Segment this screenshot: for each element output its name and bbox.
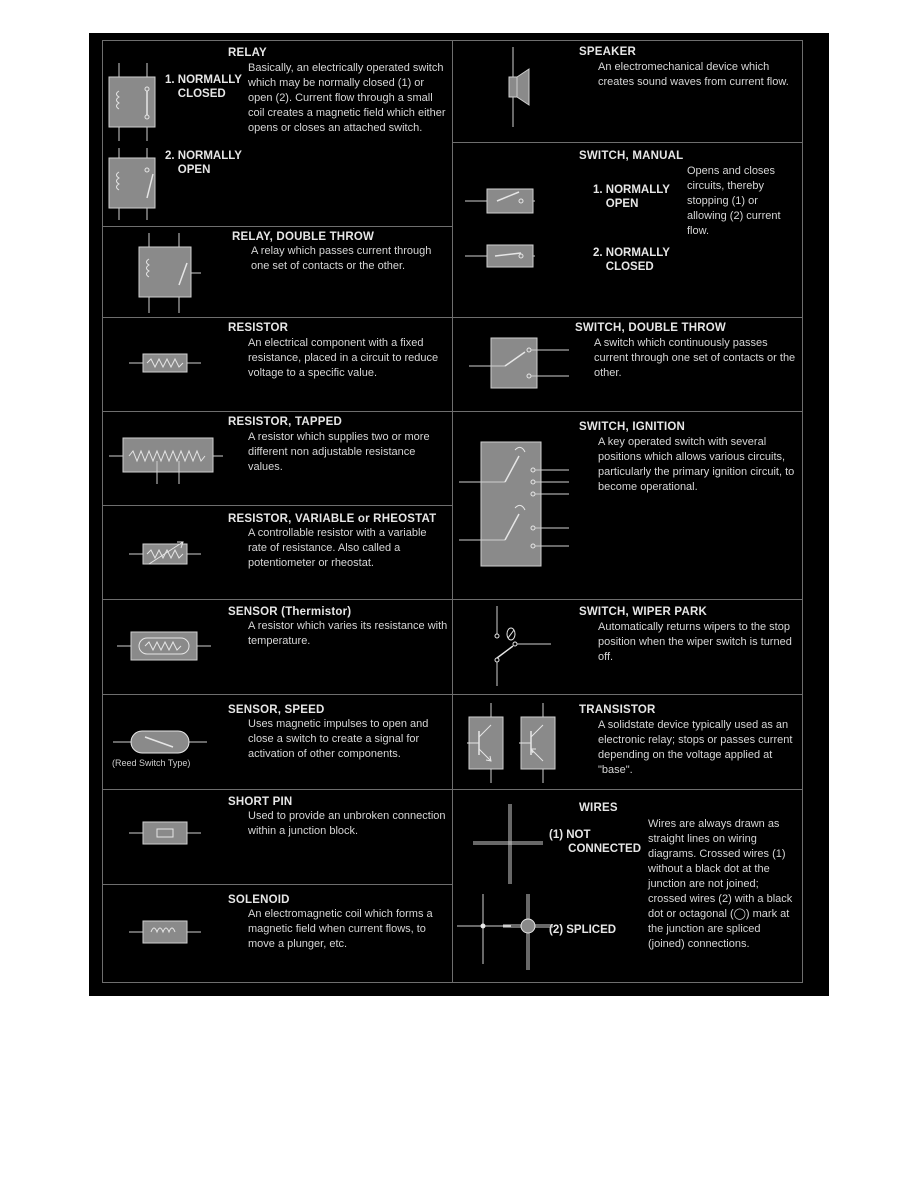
cell-transistor (452, 694, 803, 790)
wires-description: Wires are always drawn as straight lines on wiring diagrams. Crossed wires (1) without a black dot at the junction are not joined; crossed wires (2) with a black dot or octagonal (◯) mark at the junction are spliced (joined) connections. (648, 818, 793, 950)
switch-wiper-park-description: Automatically returns wipers to the stop position when the wiper switch is turned off. (598, 621, 792, 663)
sensor-speed-description: Uses magnetic impulses to open and close a switch to create a signal for activation of other components. (248, 718, 429, 760)
cell-relay-double-throw (102, 226, 453, 318)
sensor-thermistor-description: A resistor which varies its resistance with temperature. (248, 620, 448, 647)
cell-switch-ignition (452, 411, 803, 600)
sensor-speed-caption: (Reed Switch Type) (112, 758, 191, 768)
transistor-title: TRANSISTOR (579, 704, 656, 716)
wires-not-connected-symbol (473, 804, 543, 884)
switch-double-throw-description: A switch which continuously passes current through one set of contacts or the other. (594, 337, 796, 379)
cell-relay (102, 40, 453, 227)
switch-manual-normally-open-symbol (465, 186, 535, 216)
solenoid-symbol (129, 919, 201, 945)
cell-short-pin (102, 789, 453, 885)
short-pin-symbol (129, 820, 201, 846)
switch-wiper-park-symbol (491, 606, 551, 686)
switch-manual-description: Opens and closes circuits, thereby stopping (1) or allowing (2) current flow. (687, 165, 781, 237)
cell-wires (452, 789, 803, 983)
cell-solenoid (102, 884, 453, 983)
relay-normally-open-symbol (107, 148, 157, 220)
resistor-description: An electrical component with a fixed resistance, placed in a circuit to reduce voltage to a specific value. (248, 337, 439, 379)
cell-switch-manual (452, 142, 803, 318)
resistor-title: RESISTOR (228, 322, 289, 334)
wires-spliced-symbol (457, 894, 553, 970)
cell-switch-double-throw (452, 317, 803, 412)
cell-resistor (102, 317, 453, 412)
solenoid-description: An electromagnetic coil which forms a magnetic field when current flows, to move a plunger, etc. (248, 908, 433, 950)
relay-double-throw-title: RELAY, DOUBLE THROW (232, 231, 375, 243)
speaker-title: SPEAKER (579, 46, 636, 58)
switch-ignition-title: SWITCH, IGNITION (579, 421, 686, 433)
switch-double-throw-symbol (469, 336, 569, 392)
speaker-description: An electromechanical device which creates sound waves from current flow. (598, 61, 789, 88)
short-pin-description: Used to provide an unbroken connection within a junction block. (248, 810, 446, 837)
transistor-description: A solidstate device typically used as an electronic relay; stops or passes current depending on the voltage applied at "base". (598, 719, 793, 776)
resistor-variable-title: RESISTOR, VARIABLE or RHEOSTAT (228, 513, 437, 525)
speaker-symbol (503, 47, 533, 127)
sensor-speed-title: SENSOR, SPEED (228, 704, 325, 716)
solenoid-title: SOLENOID (228, 894, 290, 906)
switch-ignition-description: A key operated switch with several positions which allows various circuits, particularly the primary ignition circuit, to become operational. (598, 436, 795, 493)
switch-manual-normally-closed-symbol (465, 241, 535, 271)
relay-description: Basically, an electrically operated switch which may be normally closed (1) or open (2). Current flow through a small coil creates a magnetic field which either opens or closes an attached switch. (248, 62, 446, 134)
cell-sensor-thermistor (102, 599, 453, 695)
switch-manual-title: SWITCH, MANUAL (579, 150, 684, 162)
relay-option-normally-closed: 1. NORMALLY CLOSED (165, 74, 242, 100)
cell-sensor-speed (102, 694, 453, 790)
wires-label-spliced: (2) SPLICED (549, 924, 617, 936)
resistor-tapped-description: A resistor which supplies two or more different non adjustable resistance values. (248, 431, 430, 473)
switch-manual-option-normally-open: 1. NORMALLY OPEN (593, 184, 670, 210)
resistor-tapped-symbol (109, 436, 223, 484)
short-pin-title: SHORT PIN (228, 796, 293, 808)
switch-double-throw-title: SWITCH, DOUBLE THROW (575, 322, 726, 334)
relay-double-throw-description: A relay which passes current through one set of contacts or the other. (251, 245, 432, 272)
cell-resistor-variable (102, 505, 453, 600)
resistor-symbol (129, 352, 201, 374)
cell-resistor-tapped (102, 411, 453, 506)
cell-switch-wiper-park (452, 599, 803, 695)
resistor-variable-symbol (129, 540, 201, 566)
sensor-thermistor-symbol (117, 630, 211, 662)
resistor-variable-description: A controllable resistor with a variable rate of resistance. Also called a potentiometer or rheostat. (248, 527, 427, 569)
switch-ignition-symbol (459, 440, 589, 570)
switch-wiper-park-title: SWITCH, WIPER PARK (579, 606, 707, 618)
sensor-speed-symbol (113, 729, 207, 755)
sensor-thermistor-title: SENSOR (Thermistor) (228, 606, 352, 618)
switch-manual-option-normally-closed: 2. NORMALLY CLOSED (593, 247, 670, 273)
resistor-tapped-title: RESISTOR, TAPPED (228, 416, 342, 428)
transistor-pnp-symbol (519, 703, 559, 783)
wires-label-not-connected: (1) NOT CONNECTED (549, 829, 642, 855)
relay-double-throw-symbol (135, 233, 201, 313)
relay-title: RELAY (228, 47, 267, 59)
relay-option-normally-open: 2. NORMALLY OPEN (165, 150, 242, 176)
symbols-sheet (89, 33, 829, 996)
relay-normally-closed-symbol (107, 63, 157, 141)
wires-title: WIRES (579, 802, 618, 814)
cell-speaker (452, 40, 803, 143)
transistor-npn-symbol (467, 703, 507, 783)
